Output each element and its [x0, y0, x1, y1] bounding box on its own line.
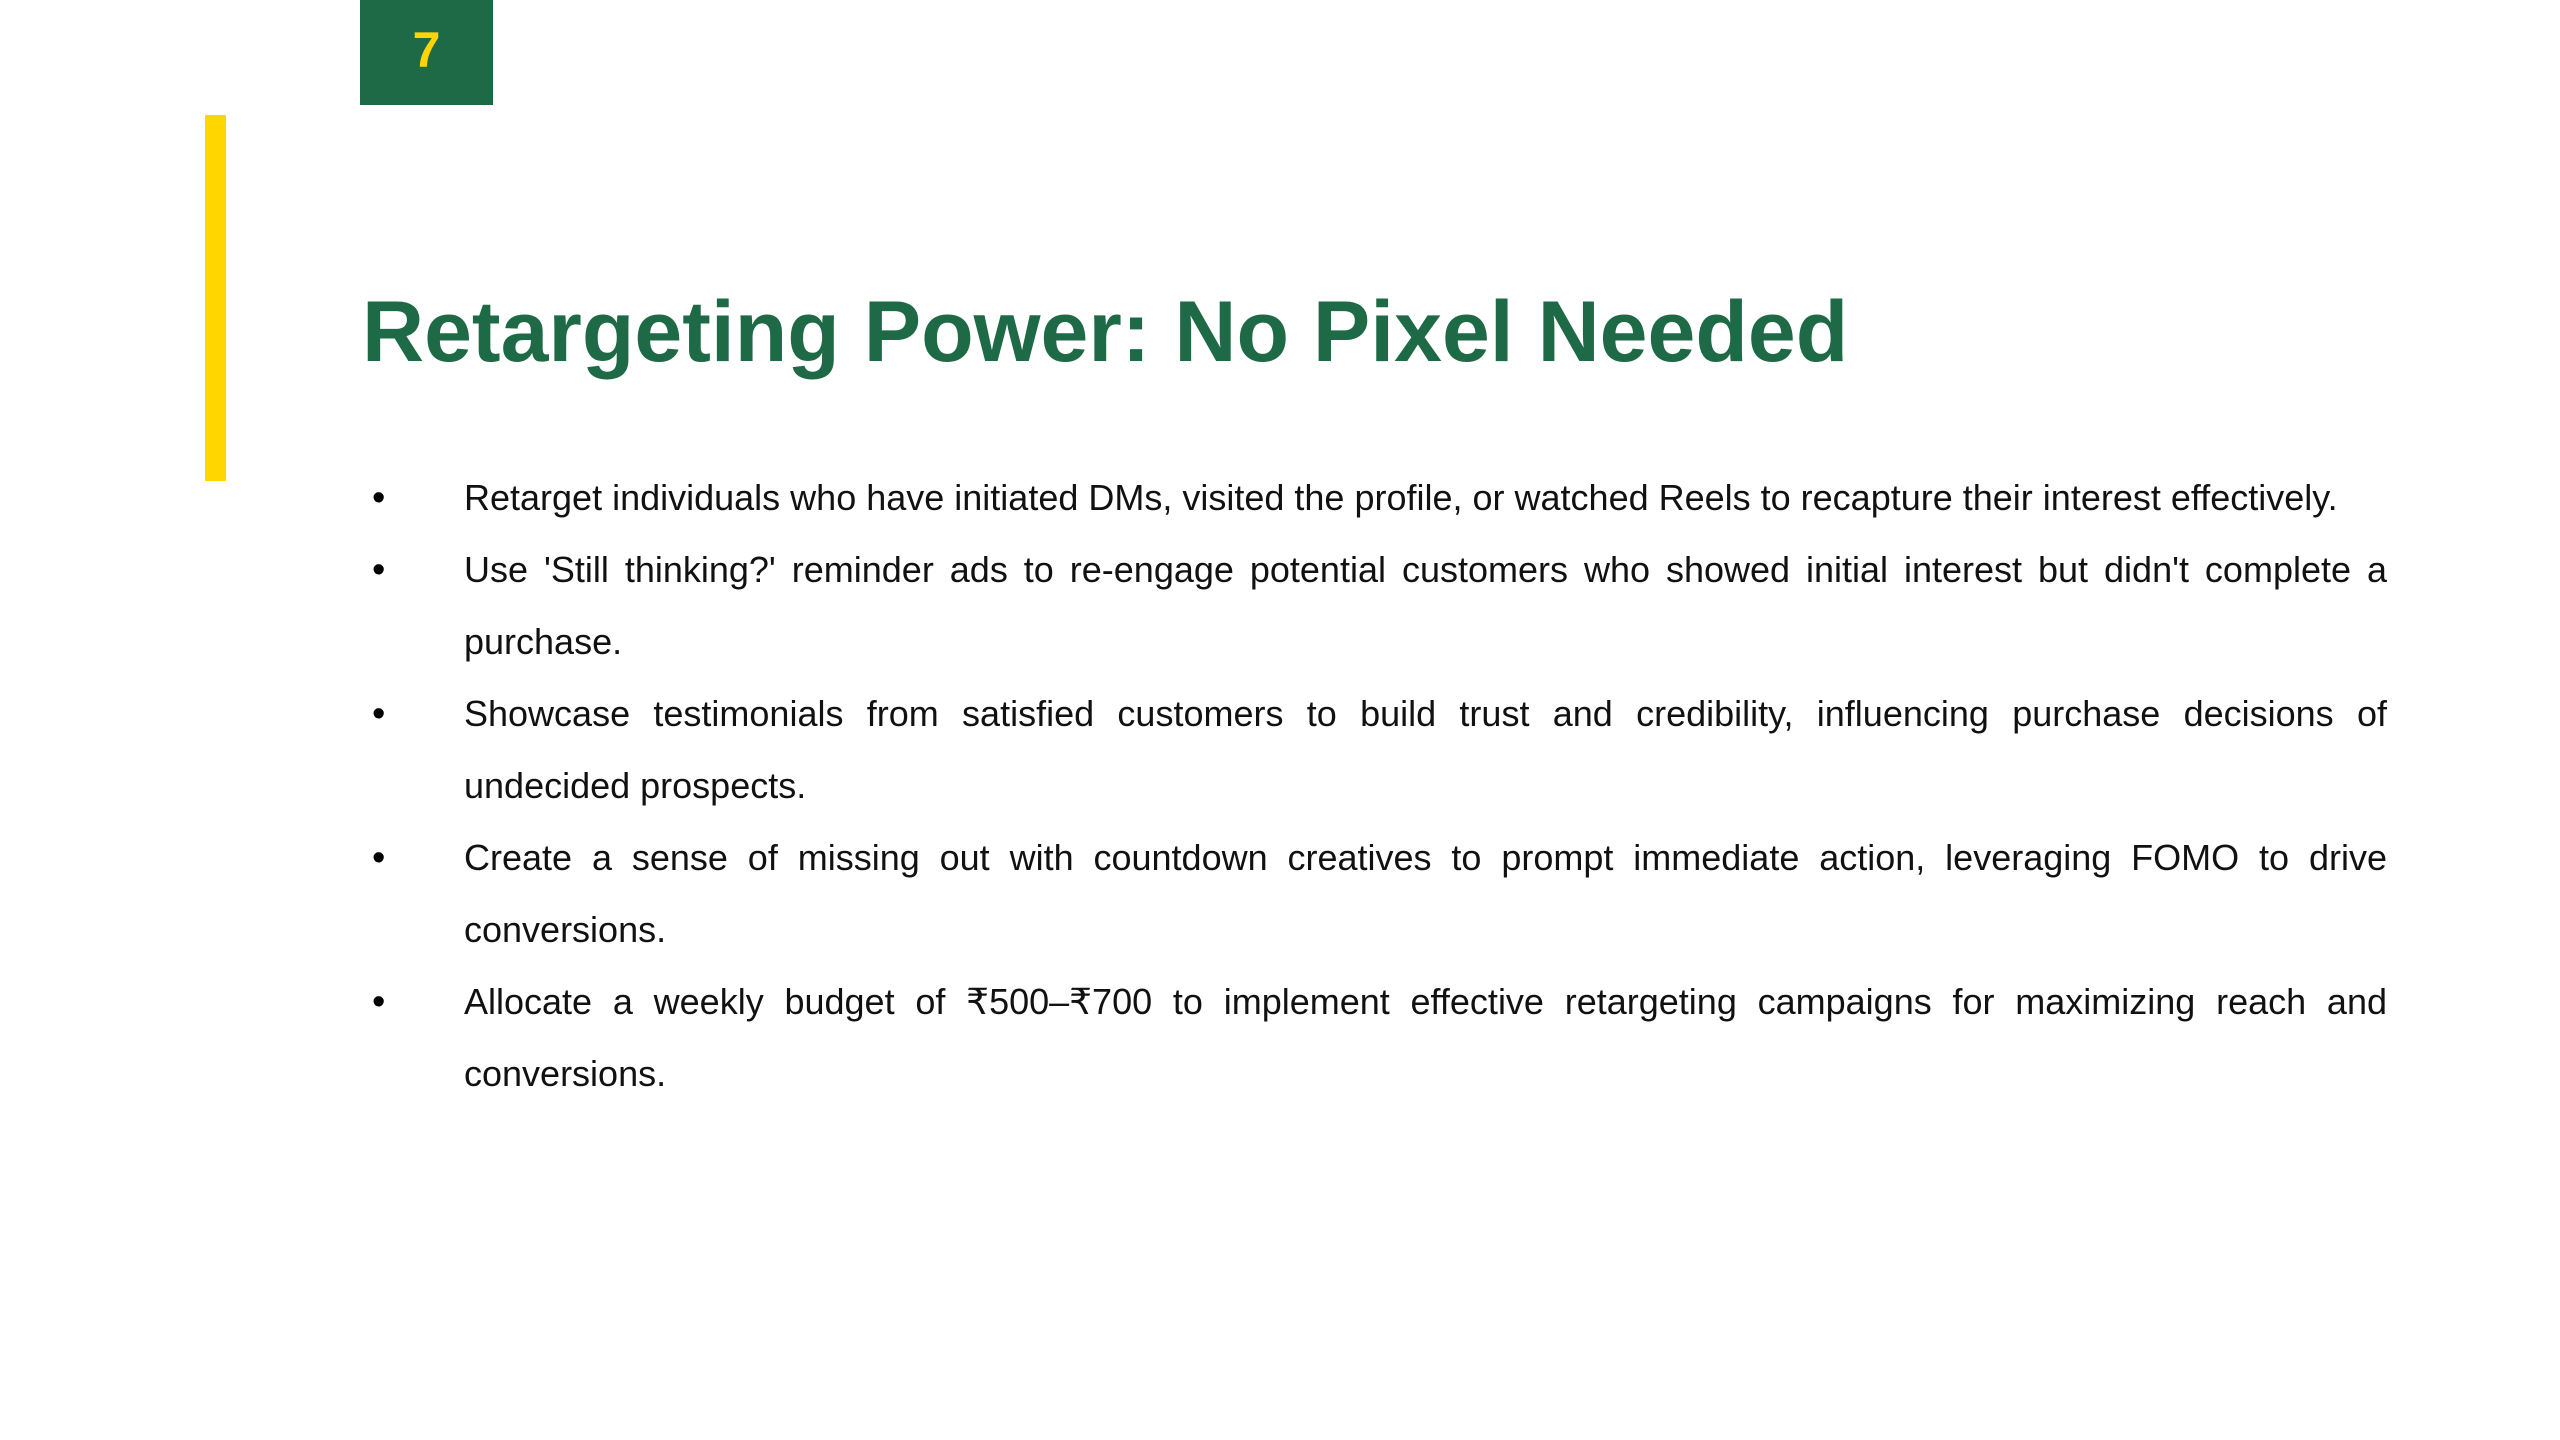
bullet-item	[362, 462, 2387, 534]
bullet-item	[362, 534, 2387, 678]
bullet-text: Allocate a weekly budget of ₹500–₹700 to implement effective retargeting campaigns for maximizing reach and conversions.	[464, 981, 2387, 1094]
bullet-item	[362, 678, 2387, 822]
bullet-text: Retarget individuals who have initiated DMs, visited the profile, or watched Reels to recapture their interest effectively.	[464, 477, 2338, 518]
bullet-icon: •	[372, 693, 386, 735]
page-number-badge	[360, 0, 493, 105]
bullet-icon: •	[372, 477, 386, 519]
bullet-icon: •	[372, 549, 386, 591]
bullet-text: Use 'Still thinking?' reminder ads to re-engage potential customers who showed initial interest but didn't complete a purchase.	[464, 549, 2387, 662]
bullet-icon: •	[372, 837, 386, 879]
bullet-list	[362, 462, 2387, 1110]
bullet-text: Showcase testimonials from satisfied customers to build trust and credibility, influencing purchase decisions of undecided prospects.	[464, 693, 2387, 806]
accent-bar	[205, 115, 226, 481]
slide-title: Retargeting Power: No Pixel Needed	[362, 284, 1849, 380]
page-number: 7	[412, 21, 441, 78]
bullet-item	[362, 822, 2387, 966]
bullet-item	[362, 966, 2387, 1110]
bullet-icon: •	[372, 981, 386, 1023]
bullet-text: Create a sense of missing out with countdown creatives to prompt immediate action, leveraging FOMO to drive conversions.	[464, 837, 2387, 950]
